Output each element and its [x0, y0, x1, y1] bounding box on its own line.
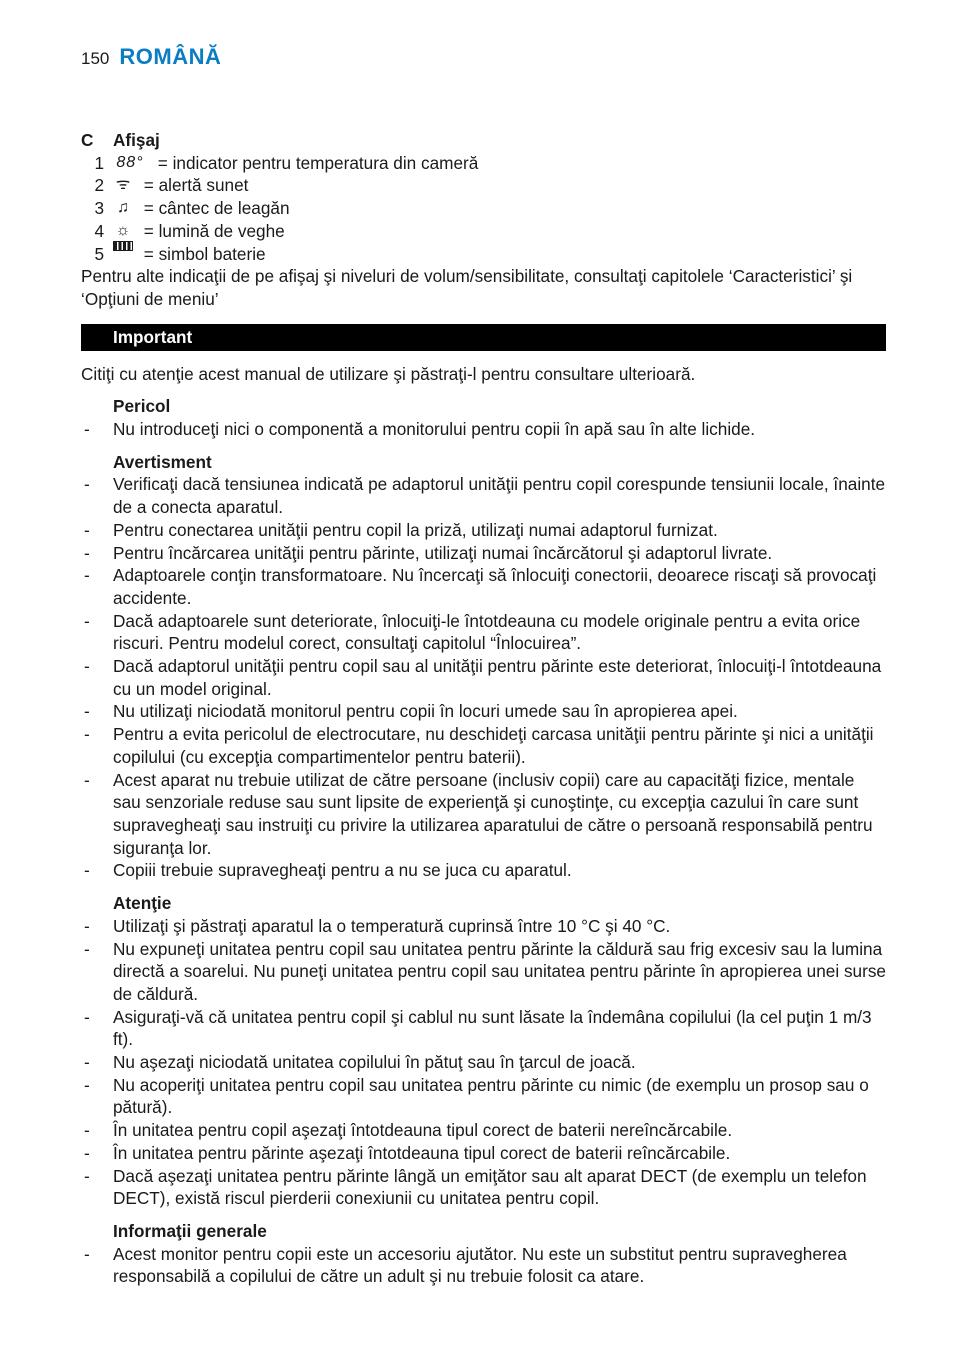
list-item: [81, 1243, 886, 1288]
pericol-heading: Pericol: [113, 396, 171, 417]
bullet-dash: -: [84, 1052, 90, 1073]
item-number: 5: [94, 243, 104, 264]
bullet-dash: -: [84, 1165, 90, 1186]
sound-alert-icon: ᯤ: [115, 176, 131, 194]
list-item: [81, 915, 886, 938]
display-symbol-item: [81, 243, 886, 266]
list-item: [81, 610, 886, 655]
list-item-text: Pentru a evita pericolul de electrocutare, nu deschideţi carcasa unităţii pentru părinte şi nici a unităţii copilului (cu excepţia compartimentelor pentru baterii).: [113, 724, 874, 767]
list-item-text: Asiguraţi-vă că unitatea pentru copil şi cablul nu sunt lăsate la îndemâna copilului (la cel puţin 1 m/3 ft).: [113, 1006, 872, 1050]
bullet-dash: -: [84, 1006, 90, 1027]
list-item-text: În unitatea pentru copil aşezaţi întotdeauna tipul corect de baterii nereîncărcabile.: [113, 1120, 733, 1141]
item-number: 1: [94, 152, 104, 173]
item-number: 2: [94, 175, 104, 196]
important-banner: Important: [81, 324, 886, 351]
list-item-text: Utilizaţi şi păstraţi aparatul la o temperatură cuprinsă între 10 °C şi 40 °C.: [113, 915, 671, 936]
item-text: = indicator pentru temperatura din cameră: [153, 152, 479, 173]
bullet-dash: -: [84, 610, 90, 631]
bullet-dash: -: [84, 519, 90, 540]
item-number: 4: [94, 220, 104, 241]
music-note-icon: ♫: [117, 199, 129, 217]
item-text: = simbol baterie: [139, 243, 266, 264]
display-symbol-list: [81, 152, 886, 266]
page-header: [81, 46, 221, 71]
list-item-text: Dacă aşezaţi unitatea pentru părinte lângă un emiţător sau alt aparat DECT (de exemplu un telefon DECT), există riscul pierderii conexiunii cu unitatea pentru copil.: [113, 1165, 867, 1209]
informatii-list: [81, 1243, 886, 1288]
list-item-text: Verificaţi dacă tensiunea indicată pe adaptorul unităţii pentru copil corespunde tensiunii locale, înainte de a conecta aparatul.: [113, 474, 886, 518]
list-item-text: Pentru conectarea unităţii pentru copil la priză, utilizaţi numai adaptorul furnizat.: [113, 519, 718, 540]
section-letter: C: [81, 130, 94, 150]
list-item-text: Dacă adaptoarele sunt deteriorate, înlocuiţi-le întotdeauna cu modele originale pentru a evita orice riscuri. Pentru modelul corect, consultaţi capitolul “Înlocuirea”.: [113, 610, 861, 654]
avertisment-list: [81, 473, 886, 882]
bullet-dash: -: [84, 701, 90, 722]
bullet-dash: -: [84, 860, 90, 881]
display-symbol-item: [81, 197, 886, 220]
item-number: 3: [94, 198, 104, 219]
informatii-heading: Informaţii generale: [113, 1220, 267, 1241]
display-symbol-item: [81, 174, 886, 197]
list-item: [81, 1165, 886, 1210]
nightlight-icon: ☼: [115, 221, 131, 239]
list-item-text: Dacă adaptorul unităţii pentru copil sau al unităţii pentru părinte este deteriorat, înlocuiţi-l întotdeauna cu un model original.: [113, 656, 882, 699]
display-symbol-item: [81, 152, 886, 175]
display-symbol-item: [81, 220, 886, 243]
list-item-text: Pentru încărcarea unităţii pentru părinte, utilizaţi numai încărcătorul şi adaptorul livrate.: [113, 542, 773, 563]
atentie-heading: Atenţie: [113, 893, 172, 914]
list-item: [81, 938, 886, 1006]
bullet-dash: -: [84, 1074, 90, 1095]
list-item-text: Nu introduceţi nici o componentă a monitorului pentru copii în apă sau în alte lichide.: [113, 419, 756, 440]
item-text: = cântec de leagăn: [139, 198, 290, 219]
list-item: [81, 564, 886, 609]
list-item: [81, 1119, 886, 1142]
list-item-text: Acest monitor pentru copii este un accesoriu ajutător. Nu este un substitut pentru supravegherea responsabilă a copilului de către un adult şi nu trebuie folosit ca atare.: [113, 1243, 847, 1287]
item-text: = lumină de veghe: [139, 220, 285, 241]
list-item: [81, 1142, 886, 1165]
bullet-dash: -: [84, 656, 90, 677]
bullet-dash: -: [84, 938, 90, 959]
display-note: Pentru alte indicaţii de pe afişaj şi niveluri de volum/sensibilitate, consultaţi capitolele ‘Caracteristici’ şi ‘Opţiuni de meniu’: [81, 266, 853, 309]
battery-icon: [113, 241, 133, 251]
page-number: 150: [81, 49, 110, 68]
bullet-dash: -: [84, 1120, 90, 1141]
list-item-text: Adaptoarele conţin transformatoare. Nu încercaţi să înlocuiţi conectorii, deoarece riscaţi să provocaţi accidente.: [113, 565, 877, 608]
list-item-text: Acest aparat nu trebuie utilizat de către persoane (inclusiv copii) care au capacităţi fizice, mentale sau senzoriale reduse sau sunt lipsite de experienţă şi cunoştinţe, cu excepţia cazului în care sunt supravegheaţi sau instruiţi cu privire la utilizarea aparatului de către o persoană responsabilă pentru siguranţa lor.: [113, 769, 873, 858]
bullet-dash: -: [84, 474, 90, 495]
manual-content: [81, 129, 886, 1288]
list-item-text: În unitatea pentru părinte aşezaţi întotdeauna tipul corect de baterii reîncărcabile.: [113, 1142, 731, 1163]
list-item-text: Copiii trebuie supravegheaţi pentru a nu se juca cu aparatul.: [113, 860, 572, 881]
list-item: [81, 473, 886, 518]
avertisment-heading: Avertisment: [113, 451, 212, 472]
list-item-text: Nu expuneţi unitatea pentru copil sau unitatea pentru părinte la căldură sau frig excesiv sau la lumina directă a soarelui. Nu puneţi unitatea pentru copil sau unitatea pentru părinte în apropierea unei surse de căldură.: [113, 938, 886, 1004]
item-text: = alertă sunet: [139, 175, 249, 196]
list-item: [81, 723, 886, 768]
list-item: [81, 1051, 886, 1074]
important-intro: Citiţi cu atenţie acest manual de utilizare şi păstraţi-l pentru consultare ulterioară.: [81, 363, 696, 384]
list-item: [81, 1006, 886, 1051]
list-item: [81, 542, 886, 565]
bullet-dash: -: [84, 1243, 90, 1264]
list-item: [81, 655, 886, 700]
pericol-list: [81, 418, 886, 441]
list-item: [81, 769, 886, 860]
bullet-dash: -: [84, 1142, 90, 1163]
bullet-dash: -: [84, 542, 90, 563]
list-item: [81, 1074, 886, 1119]
bullet-dash: -: [84, 419, 90, 440]
temperature-digits-icon: 88°: [116, 153, 144, 171]
bullet-dash: -: [84, 724, 90, 745]
bullet-dash: -: [84, 565, 90, 586]
language-title: ROMÂNĂ: [119, 44, 222, 69]
list-item: [81, 859, 886, 882]
list-item-text: Nu acoperiţi unitatea pentru copil sau unitatea pentru părinte cu nimic (de exemplu un prosop sau o pătură).: [113, 1074, 869, 1118]
list-item: [81, 519, 886, 542]
bullet-dash: -: [84, 769, 90, 790]
bullet-dash: -: [84, 915, 90, 936]
section-title: Afişaj: [113, 130, 160, 150]
list-item: [81, 700, 886, 723]
list-item-text: Nu utilizaţi niciodată monitorul pentru copii în locuri umede sau în apropierea apei.: [113, 701, 738, 722]
list-item-text: Nu aşezaţi niciodată unitatea copilului în pătuţ sau în ţarcul de joacă.: [113, 1052, 636, 1073]
list-item: [81, 418, 886, 441]
atentie-list: [81, 915, 886, 1210]
section-c-heading: [81, 129, 886, 152]
